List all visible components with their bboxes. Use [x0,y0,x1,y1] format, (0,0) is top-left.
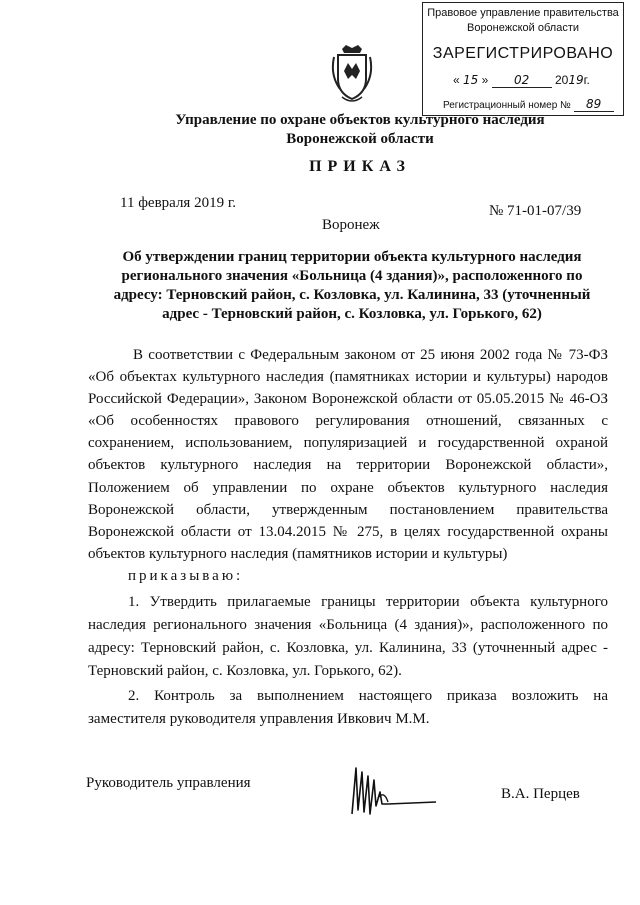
stamp-day: 15 [463,73,479,87]
org-name-line2: Воронежской области [286,131,434,147]
item1-line: наследия регионального значения «Больница (4 здания)», расположенного по [88,617,608,633]
stamp-reg-number-label: Регистрационный номер № [443,100,571,111]
handwritten-signature [348,762,438,824]
body-line: объектов культурного наследия на территории Воронежской области», [88,457,608,473]
prikazyvayu: приказываю: [128,568,244,584]
order-city: Воронеж [322,217,380,233]
org-name-line1: Управление по охране объектов культурного наследия [175,112,545,128]
item2-line: заместителя руководителя управления Ивкович М.М. [88,711,430,727]
title-line: регионального значения «Больница (4 здания)», расположенного по [121,268,583,284]
registration-stamp [422,2,624,116]
title-line: адресу: Терновский район, с. Козловка, ул. Калинина, 33 (уточненный [113,287,591,303]
body-line: Воронежской области от 13.04.2015 № 275, в целях государственной охраны [88,524,608,540]
stamp-reg-number [443,97,614,112]
item1-line: Терновский район, с. Козловка, ул. Горького, 62). [88,663,402,679]
body-line: Российской Федерации», Законом Воронежской области от 05.05.2015 № 46-ОЗ [88,391,608,407]
order-title [92,248,612,324]
stamp-reg-number-value: 89 [574,97,614,112]
body-line: Воронежской области, утвержденным постановлением правительства [88,502,608,518]
signatory-position: Руководитель управления [86,775,251,791]
body-line: «Об особенностях правового регулирования отношений, связанных с [88,413,608,429]
stamp-date: « 15 » 02 2019г. [453,73,590,87]
body-line: сохранением, использованием, популяризацией и государственной охраной [88,435,608,451]
title-line: Об утверждении границ территории объекта культурного наследия [122,249,582,265]
body-line: объектов культурного наследия (памятников истории и культуры) [88,546,508,562]
item2-line: 2. Контроль за выполнением настоящего приказа возложить на [128,688,608,704]
coat-of-arms-icon [330,45,374,105]
body-line: «Об объектах культурного наследия (памятниках истории и культуры) народов [88,369,608,385]
stamp-org-line1: Правовое управление правительства [427,7,619,19]
item1-line: 1. Утвердить прилагаемые границы территории объекта культурного [128,594,608,610]
signatory-name: В.А. Перцев [501,786,580,802]
doc-type: ПРИКАЗ [309,158,411,175]
title-line: адрес - Терновский район, с. Козловка, ул. Горького, 62) [162,306,542,322]
body-line: Положением об управлении по охране объектов культурного наследия [88,480,608,496]
stamp-month: 02 [492,73,552,88]
stamp-year: 19 [568,73,584,87]
item1-line: адресу: Терновский район, с. Козловка, ул. Калинина, 33 (уточненный адрес - [88,640,608,656]
body-line: В соответствии с Федеральным законом от 25 июня 2002 года № 73-ФЗ [133,347,608,363]
stamp-registered: ЗАРЕГИСТРИРОВАНО [432,45,614,62]
stamp-org-line2: Воронежской области [466,22,579,34]
order-number: № 71-01-07/39 [489,203,582,219]
stamp-year-prefix: 20 [554,73,569,87]
order-date: 11 февраля 2019 г. [120,195,237,211]
